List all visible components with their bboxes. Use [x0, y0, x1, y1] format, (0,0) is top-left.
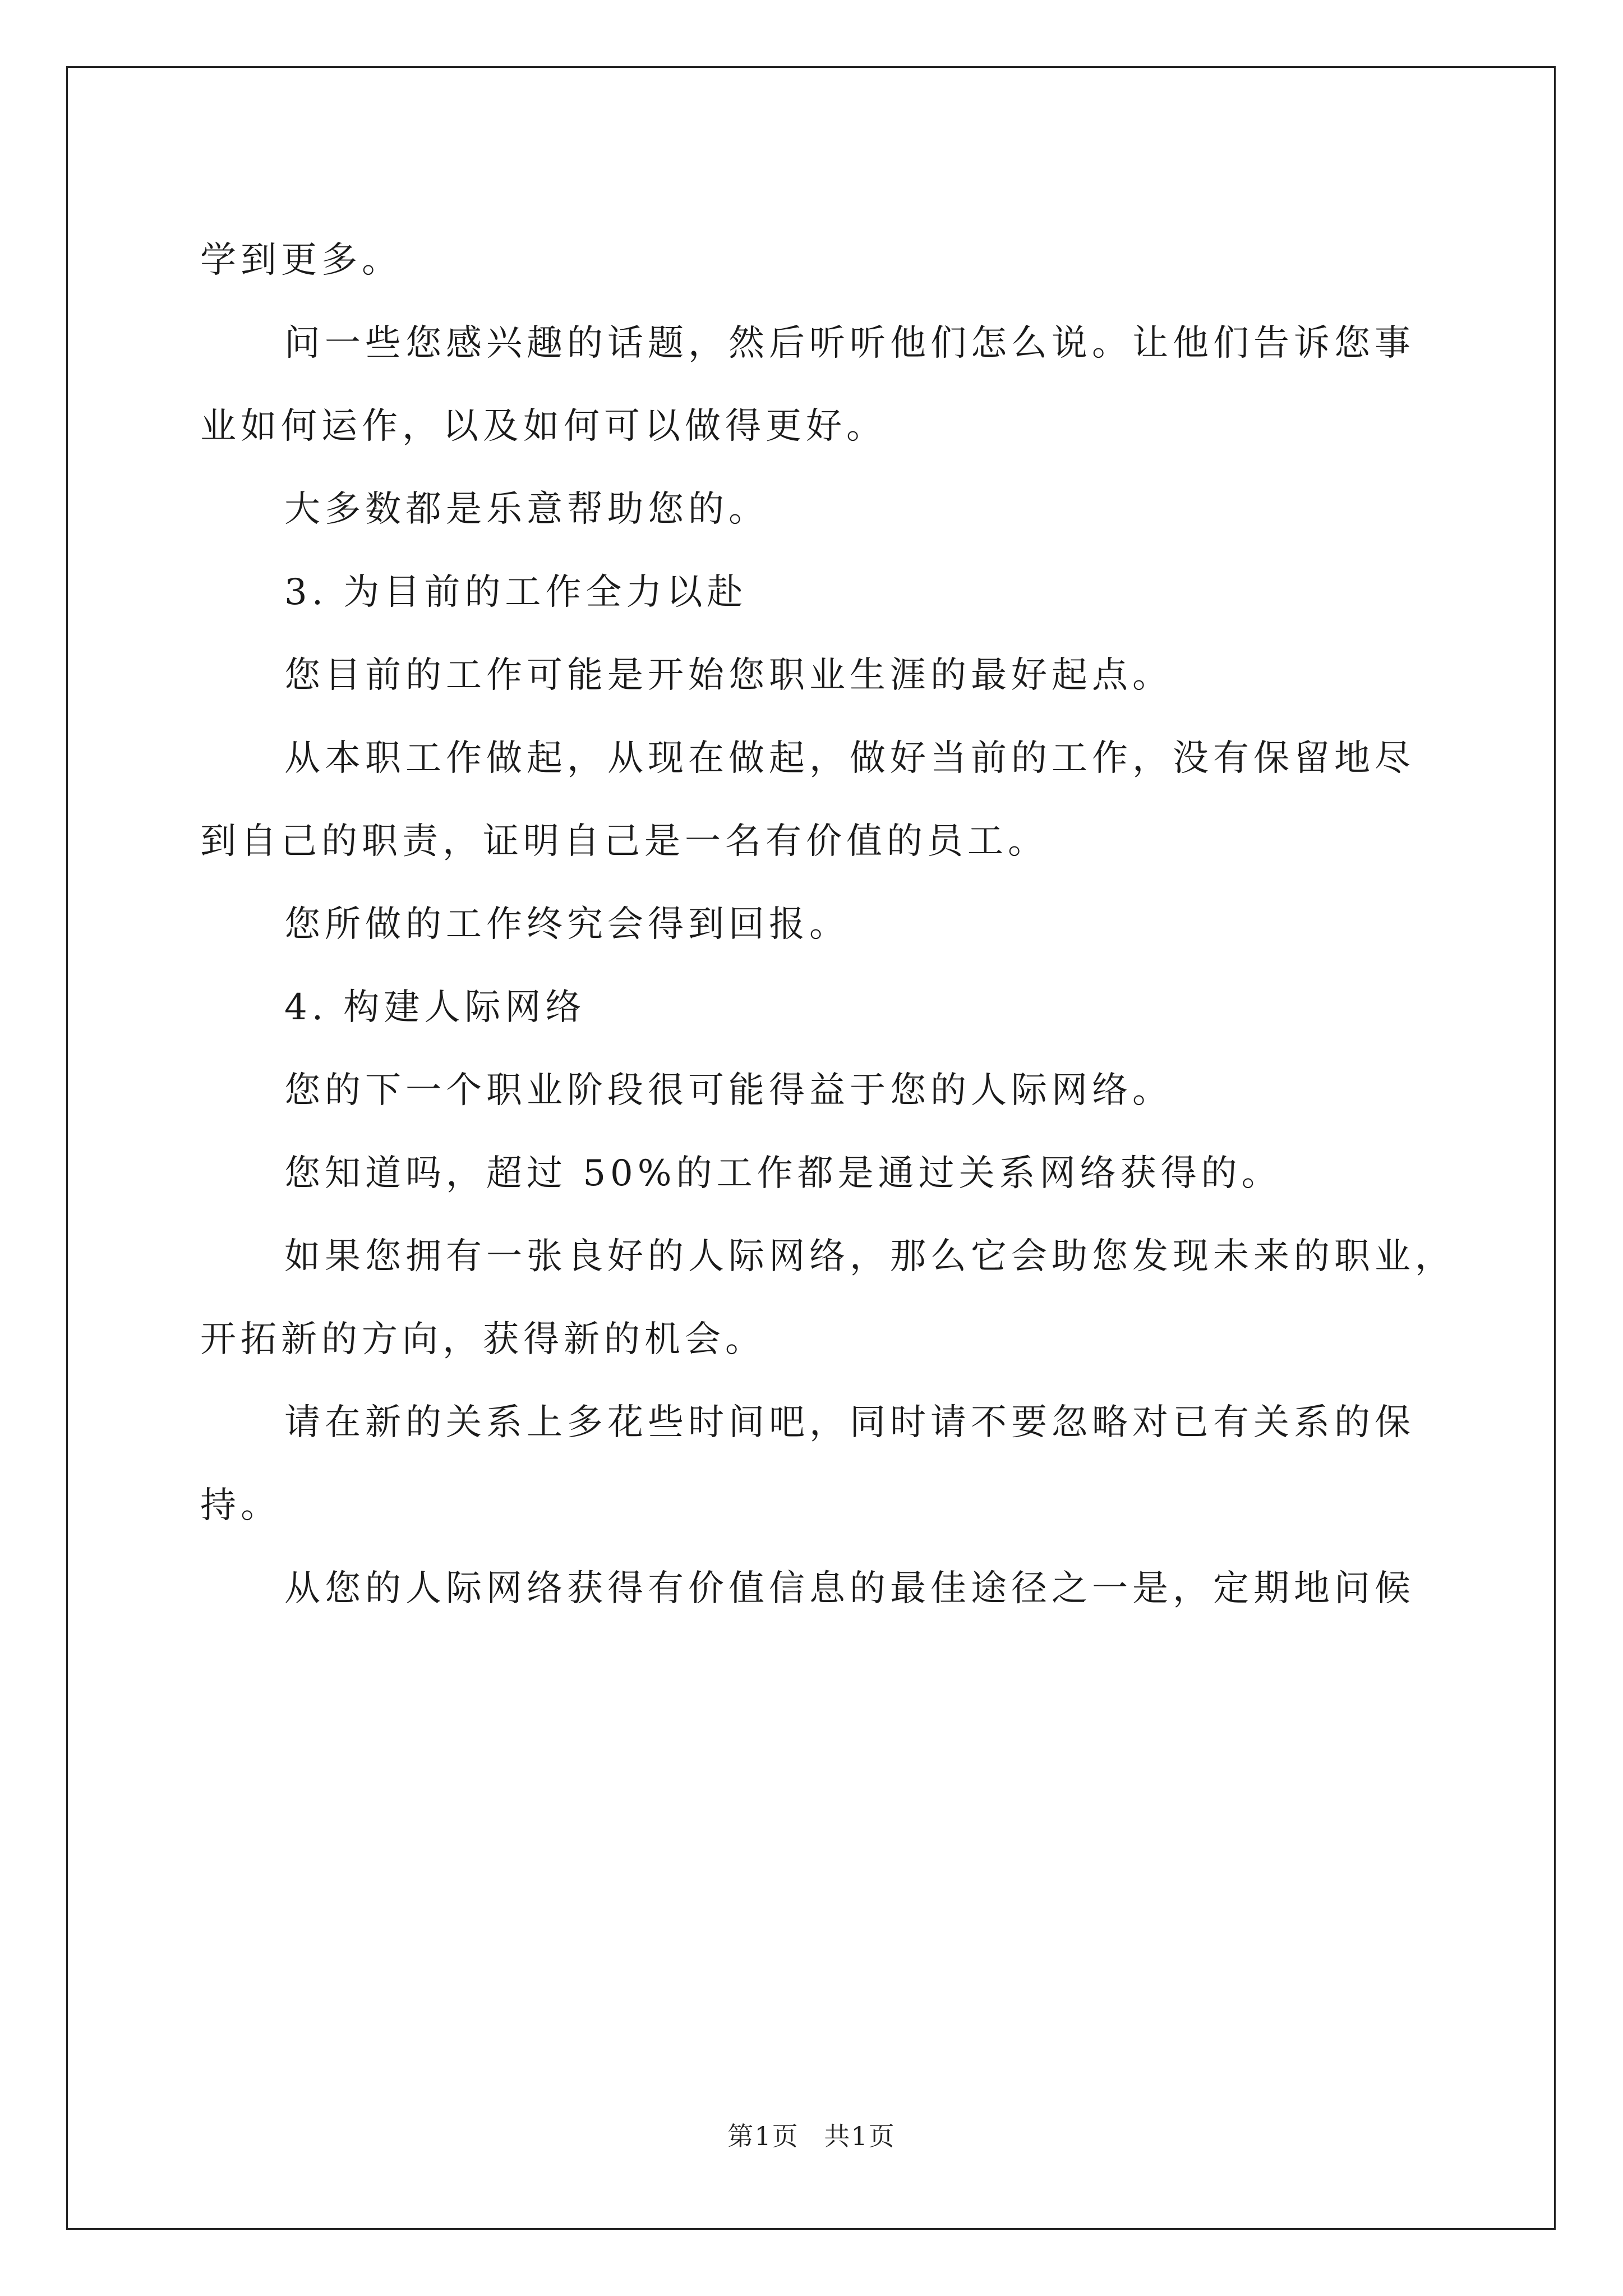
text-line: 业如何运作，以及如何可以做得更好。 — [200, 406, 887, 447]
text-line: 请在新的关系上多花些时间吧，同时请不要忽略对已有关系的保 — [284, 1402, 1415, 1443]
section-heading: 4. 构建人际网络 — [284, 987, 586, 1028]
page-footer — [0, 2116, 1623, 2153]
section-heading: 3. 为目前的工作全力以赴 — [284, 572, 748, 613]
text-line: 大多数都是乐意帮助您的。 — [284, 489, 769, 530]
text-line: 持。 — [200, 1485, 281, 1526]
text-line: 您目前的工作可能是开始您职业生涯的最好起点。 — [284, 655, 1173, 696]
document-body — [200, 219, 1479, 1630]
text-line: 您知道吗，超过 50%的工作都是通过关系网络获得的。 — [284, 1153, 1282, 1194]
text-line: 问一些您感兴趣的话题，然后听听他们怎么说。让他们告诉您事 — [284, 323, 1415, 364]
text-line: 从您的人际网络获得有价值信息的最佳途径之一是，定期地问候 — [284, 1568, 1415, 1609]
text-line: 如果您拥有一张良好的人际网络，那么它会助您发现未来的职业， — [284, 1236, 1455, 1277]
text-line: 您所做的工作终究会得到回报。 — [284, 904, 850, 945]
text-line: 学到更多。 — [200, 240, 402, 281]
text-line: 从本职工作做起，从现在做起，做好当前的工作，没有保留地尽 — [284, 738, 1415, 779]
page-number: 第1页 — [727, 2121, 799, 2151]
text-line: 到自己的职责，证明自己是一名有价值的员工。 — [200, 821, 1048, 862]
page-total: 共1页 — [824, 2121, 896, 2151]
text-line: 您的下一个职业阶段很可能得益于您的人际网络。 — [284, 1070, 1173, 1111]
text-line: 开拓新的方向，获得新的机会。 — [200, 1319, 766, 1360]
